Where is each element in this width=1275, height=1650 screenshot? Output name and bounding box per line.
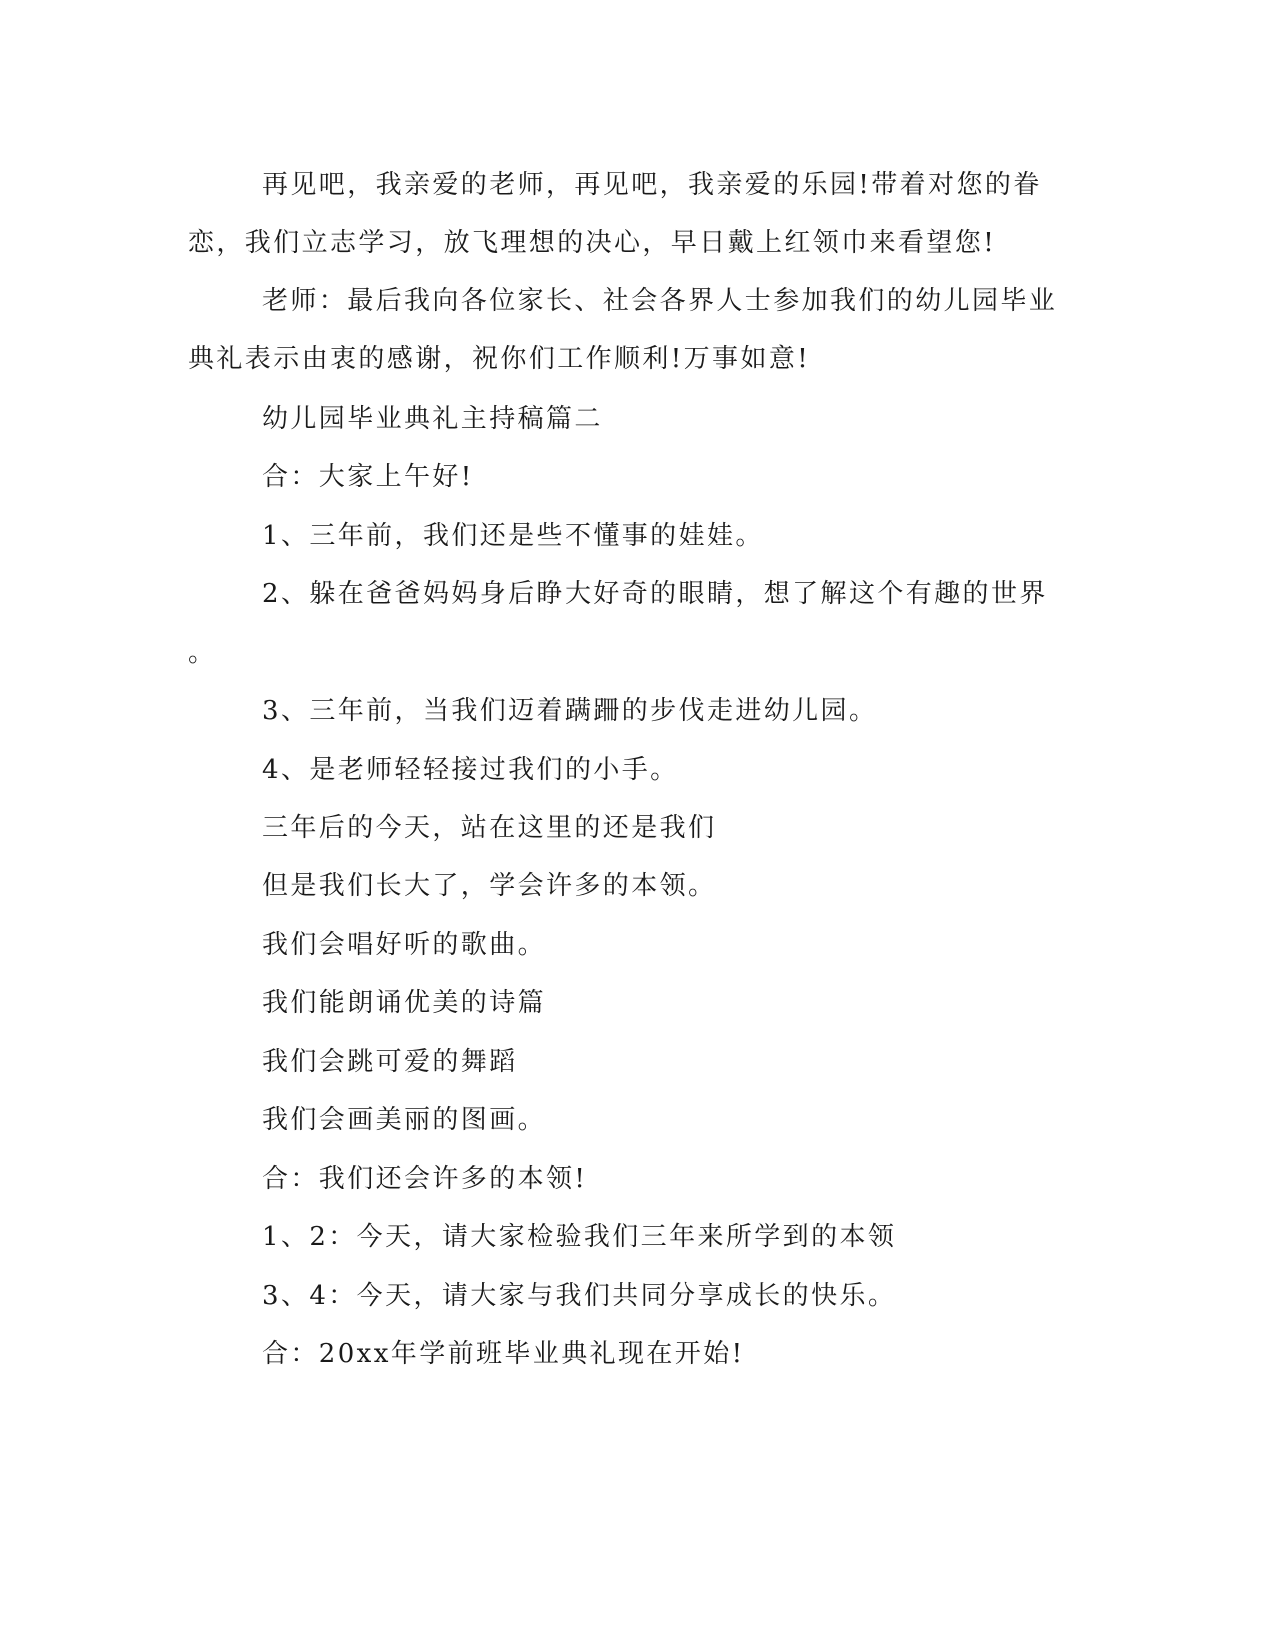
paragraph-line: 三年后的今天，站在这里的还是我们 xyxy=(262,813,717,843)
paragraph-line: 我们会画美丽的图画。 xyxy=(262,1105,547,1135)
paragraph-line: 但是我们长大了，学会许多的本领。 xyxy=(262,871,717,901)
paragraph-line: 3、4：今天，请大家与我们共同分享成长的快乐。 xyxy=(262,1281,897,1311)
section-heading: 幼儿园毕业典礼主持稿篇二 xyxy=(262,404,603,434)
paragraph-line: 2、躲在爸爸妈妈身后睁大好奇的眼睛，想了解这个有趣的世界 xyxy=(262,579,1048,609)
paragraph-line: 3、三年前，当我们迈着蹒跚的步伐走进幼儿园。 xyxy=(262,696,878,726)
paragraph-line: 我们会跳可爱的舞蹈 xyxy=(262,1047,518,1077)
paragraph-line: 再见吧，我亲爱的老师，再见吧，我亲爱的乐园!带着对您的眷 xyxy=(262,170,1042,200)
paragraph-line: 我们能朗诵优美的诗篇 xyxy=(262,988,547,1018)
paragraph-line: 我们会唱好听的歌曲。 xyxy=(262,930,547,960)
paragraph-line: 。 xyxy=(188,638,217,668)
paragraph-line: 老师：最后我向各位家长、社会各界人士参加我们的幼儿园毕业 xyxy=(262,286,1058,316)
paragraph-line: 1、2：今天，请大家检验我们三年来所学到的本领 xyxy=(262,1222,897,1252)
paragraph-line: 典礼表示由衷的感谢，祝你们工作顺利!万事如意! xyxy=(188,344,811,374)
paragraph-line: 恋，我们立志学习，放飞理想的决心，早日戴上红领巾来看望您! xyxy=(188,228,997,258)
paragraph-line: 合：我们还会许多的本领! xyxy=(262,1164,588,1194)
paragraph-line: 4、是老师轻轻接过我们的小手。 xyxy=(262,755,679,785)
paragraph-line: 合：大家上午好! xyxy=(262,462,474,492)
paragraph-line: 合：20xx年学前班毕业典礼现在开始! xyxy=(262,1339,745,1369)
paragraph-line: 1、三年前，我们还是些不懂事的娃娃。 xyxy=(262,521,764,551)
